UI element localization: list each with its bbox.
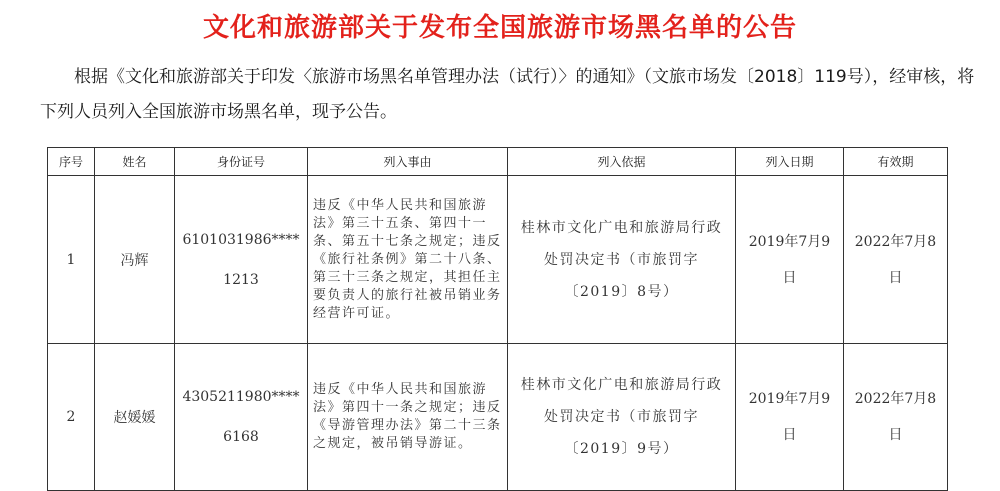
cell-id-number: 6101031986****1213 [175,176,308,344]
blacklist-table-container [47,147,947,491]
cell-name: 冯辉 [95,176,175,344]
cell-name: 赵媛媛 [95,344,175,491]
cell-reason: 违反《中华人民共和国旅游法》第三十五条、第四十一条、第五十七条之规定；违反《旅行社条例》第二十八条、第三十三条之规定，其担任主要负责人的旅行社被吊销业务经营许可证。 [308,176,508,344]
header-listing-date: 列入日期 [736,148,844,176]
cell-basis: 桂林市文化广电和旅游局行政处罚决定书（市旅罚字〔2019〕8号） [508,176,736,344]
cell-seq: 2 [48,344,95,491]
header-basis: 列入依据 [508,148,736,176]
cell-validity: 2022年7月8日 [844,176,948,344]
cell-id-number: 4305211980****6168 [175,344,308,491]
cell-seq: 1 [48,176,95,344]
intro-paragraph: 根据《文化和旅游部关于印发〈旅游市场黑名单管理办法（试行）〉的通知》（文旅市场发〔2018〕119号），经审核，将下列人员列入全国旅游市场黑名单，现予公告。 [40,67,975,122]
header-validity: 有效期 [844,148,948,176]
cell-basis: 桂林市文化广电和旅游局行政处罚决定书（市旅罚字〔2019〕9号） [508,344,736,491]
table-row [48,344,948,491]
header-name: 姓名 [95,148,175,176]
table-row [48,176,948,344]
cell-listing-date: 2019年7月9日 [736,344,844,491]
header-id-number: 身份证号 [175,148,308,176]
header-seq: 序号 [48,148,95,176]
cell-listing-date: 2019年7月9日 [736,176,844,344]
blacklist-table [47,147,948,491]
announcement-title: 文化和旅游部关于发布全国旅游市场黑名单的公告 [202,13,797,43]
cell-reason: 违反《中华人民共和国旅游法》第四十一条之规定；违反《导游管理办法》第二十三条之规定，被吊销导游证。 [308,344,508,491]
cell-validity: 2022年7月8日 [844,344,948,491]
header-reason: 列入事由 [308,148,508,176]
table-header-row [48,148,948,176]
